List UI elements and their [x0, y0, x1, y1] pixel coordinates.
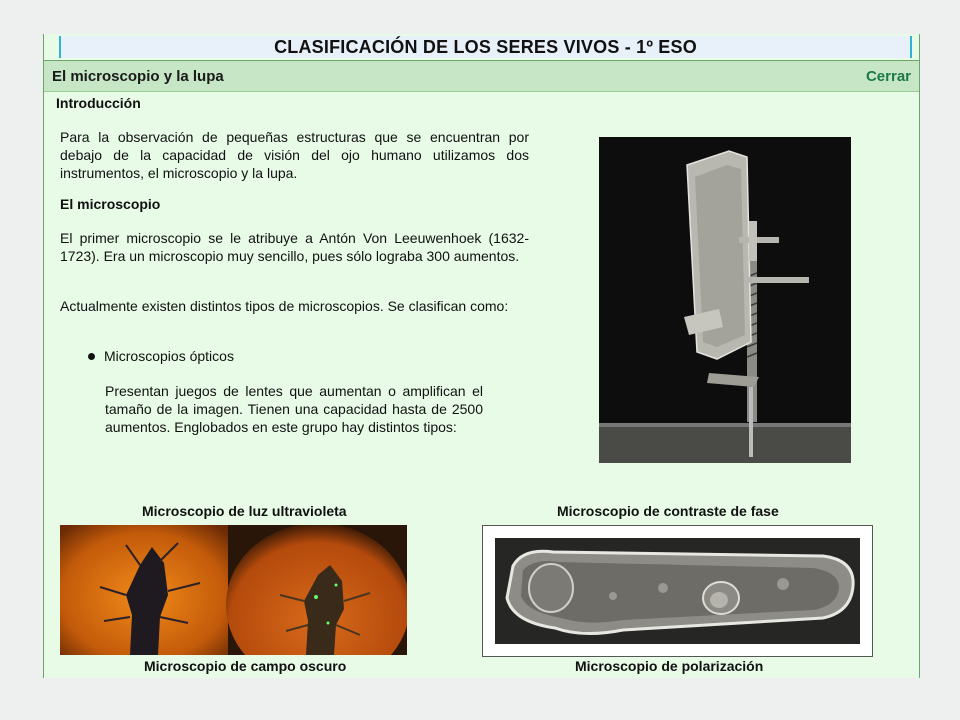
bullet-label: Microscopios ópticos — [104, 348, 234, 364]
leeuwenhoek-microscope-image — [599, 137, 851, 463]
title-bar — [59, 36, 912, 58]
uv-darkfield-image — [60, 525, 407, 655]
page-title: CLASIFICACIÓN DE LOS SERES VIVOS - 1º ESO — [274, 36, 697, 57]
intro-heading: Introducción — [56, 95, 141, 111]
optical-paragraph: Presentan juegos de lentes que aumentan o amplifican el tamaño de la imagen. Tienen una capacidad hasta de 2500 aumentos. Englobados en este grupo hay distintos tipos: — [105, 383, 483, 435]
types-paragraph: Actualmente existen distintos tipos de microscopios. Se clasifican como: — [60, 298, 509, 314]
microscope-paragraph: El primer microscopio se le atribuye a Antón Von Leeuwenhoek (1632-1723). Era un microscopio muy sencillo, pues sólo lograba 300 aumentos. — [60, 230, 529, 264]
page-content — [43, 34, 920, 678]
section-header — [44, 60, 919, 92]
intro-paragraph: Para la observación de pequeñas estructuras que se encuentran por debajo de la capacidad de visión del ojo humano utilizamos dos instrumentos, el microscopio y la lupa. — [60, 129, 529, 181]
phase-contrast-image — [482, 525, 873, 657]
list-item — [88, 348, 234, 364]
microscope-heading: El microscopio — [60, 196, 161, 212]
section-title: El microscopio y la lupa — [52, 68, 224, 85]
uv-caption: Microscopio de luz ultravioleta — [142, 503, 347, 519]
polarization-caption: Microscopio de polarización — [575, 658, 764, 674]
darkfield-caption: Microscopio de campo oscuro — [144, 658, 347, 674]
bullet-icon — [88, 353, 95, 360]
phase-caption: Microscopio de contraste de fase — [557, 503, 779, 519]
close-link[interactable]: Cerrar — [865, 68, 911, 85]
